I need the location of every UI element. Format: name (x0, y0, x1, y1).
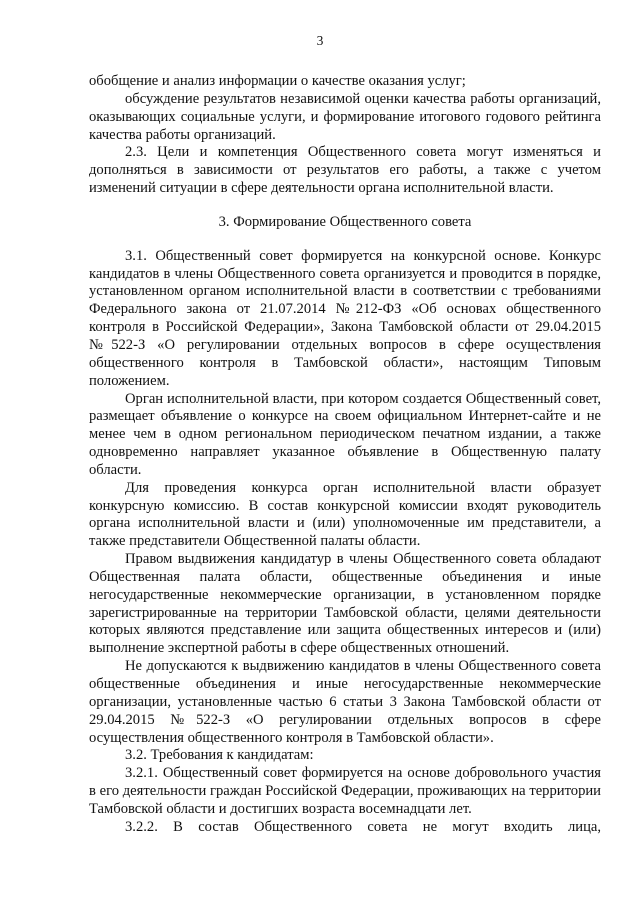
paragraph: Правом выдвижения кандидатур в члены Общественного совета обладают Общественная палата области, общественные объединения и иные негосударственные некоммерческие организации, в установленном порядке зарегистрированные на территории Тамбовской области, целями деятельности которых являются представление или защита общественных интересов и (или) выполнение экспертной работы в сфере общественных отношений. (89, 551, 601, 657)
section-heading: 3. Формирование Общественного совета (218, 213, 472, 230)
paragraph: 3.2. Требования к кандидатам: (125, 747, 314, 764)
paragraph: Не допускаются к выдвижению кандидатов в члены Общественного совета общественные объединения и иные негосударственные некоммерческие организации, установленные частью 6 статьи 3 Закона Тамбовской области от 29.04.2015 №522-З «О регулировании отдельных вопросов в сфере осуществления общественного контроля в Тамбовской области». (89, 658, 601, 746)
last-line-text: 3.2.2. В состав Общественного совета не могут входить лица, (125, 818, 601, 835)
paragraph: Для проведения конкурса орган исполнительной власти образует конкурсную комиссию. В состав конкурсной комиссии входят руководитель органа исполнительной власти и (или) уполномоченные им представители, а также представители Общественной палаты области. (89, 479, 601, 550)
page-number: 3 (316, 33, 324, 48)
paragraph: 3.1. Общественный совет формируется на конкурсной основе. Конкурс кандидатов в члены Общественного совета организуется и проводится в порядке, установленном органом исполнительной власти в соответствии с требованиями Федерального закона от 21.07.2014 №212-ФЗ «Об основах общественного контроля в Российской Федерации», Закона Тамбовской области от 29.04.2015 №522-З «О регулировании отдельных вопросов в сфере осуществления общественного контроля в Тамбовской области», настоящим Типовым положением. (89, 247, 601, 389)
document-body (89, 73, 601, 837)
section-3-body (89, 248, 601, 819)
paragraph: Орган исполнительной власти, при котором создается Общественный совет, размещает объявление о конкурсе на своем официальном Интернет-сайте и не менее чем в одном региональном периодическом печатном издании, а также одновременно направляет указанное объявление в Общественную палату области. (89, 390, 601, 478)
paragraph: 3.2.1. Общественный совет формируется на основе добровольного участия в его деятельности граждан Российской Федерации, проживающих на территории Тамбовской области и достигших возраста восемнадцати лет. (89, 765, 601, 817)
section-2-continuation (89, 73, 601, 198)
paragraph: 2.3. Цели и компетенция Общественного совета могут изменяться и дополняться в зависимости от результатов его работы, а также с учетом изменений ситуации в сфере деятельности органа исполнительной власти. (89, 144, 601, 197)
paragraph: обсуждение результатов независимой оценки качества работы организаций, оказывающих социальные услуги, и формирование итогового годового рейтинга качества работы организаций. (89, 90, 601, 143)
paragraph: обобщение и анализ информации о качестве оказания услуг; (89, 73, 466, 89)
last-paragraph-line (89, 819, 601, 837)
